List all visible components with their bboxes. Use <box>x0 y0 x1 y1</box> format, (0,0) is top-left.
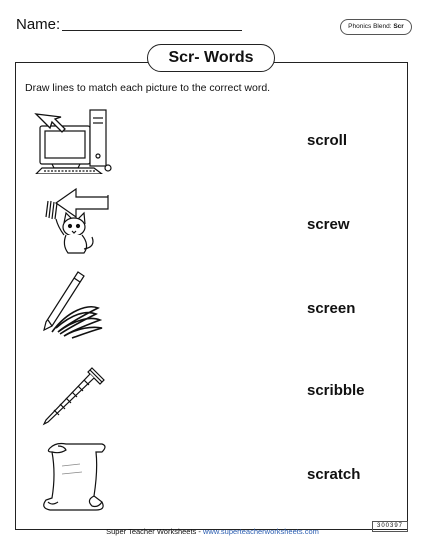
phonics-blend-badge <box>340 19 412 35</box>
word-option[interactable]: scroll <box>307 132 348 149</box>
scroll-icon[interactable] <box>36 440 116 521</box>
page-title: Scr- Words <box>147 44 275 72</box>
screw-icon[interactable] <box>40 362 110 431</box>
cat-scratching-icon[interactable] <box>36 187 116 262</box>
footer <box>0 527 425 536</box>
word-option[interactable]: screw <box>307 216 350 233</box>
footer-brand: Super Teacher Worksheets <box>106 527 197 536</box>
computer-with-cursor-icon[interactable] <box>32 104 114 179</box>
phonics-blend-prefix: Phonics Blend: <box>348 23 392 30</box>
word-option[interactable]: screen <box>307 300 356 317</box>
word-option[interactable]: scratch <box>307 466 361 483</box>
instructions: Draw lines to match each picture to the correct word. <box>25 82 271 94</box>
footer-separator: - <box>196 527 203 536</box>
pencil-scribble-icon[interactable] <box>38 270 108 345</box>
worksheet-code: 300397 <box>372 521 408 532</box>
phonics-blend-value: Scr <box>393 23 404 30</box>
name-line[interactable] <box>62 30 242 31</box>
name-label: Name: <box>16 16 61 33</box>
word-option[interactable]: scribble <box>307 382 365 399</box>
footer-url-link[interactable]: www.superteacherworksheets.com <box>202 527 319 536</box>
